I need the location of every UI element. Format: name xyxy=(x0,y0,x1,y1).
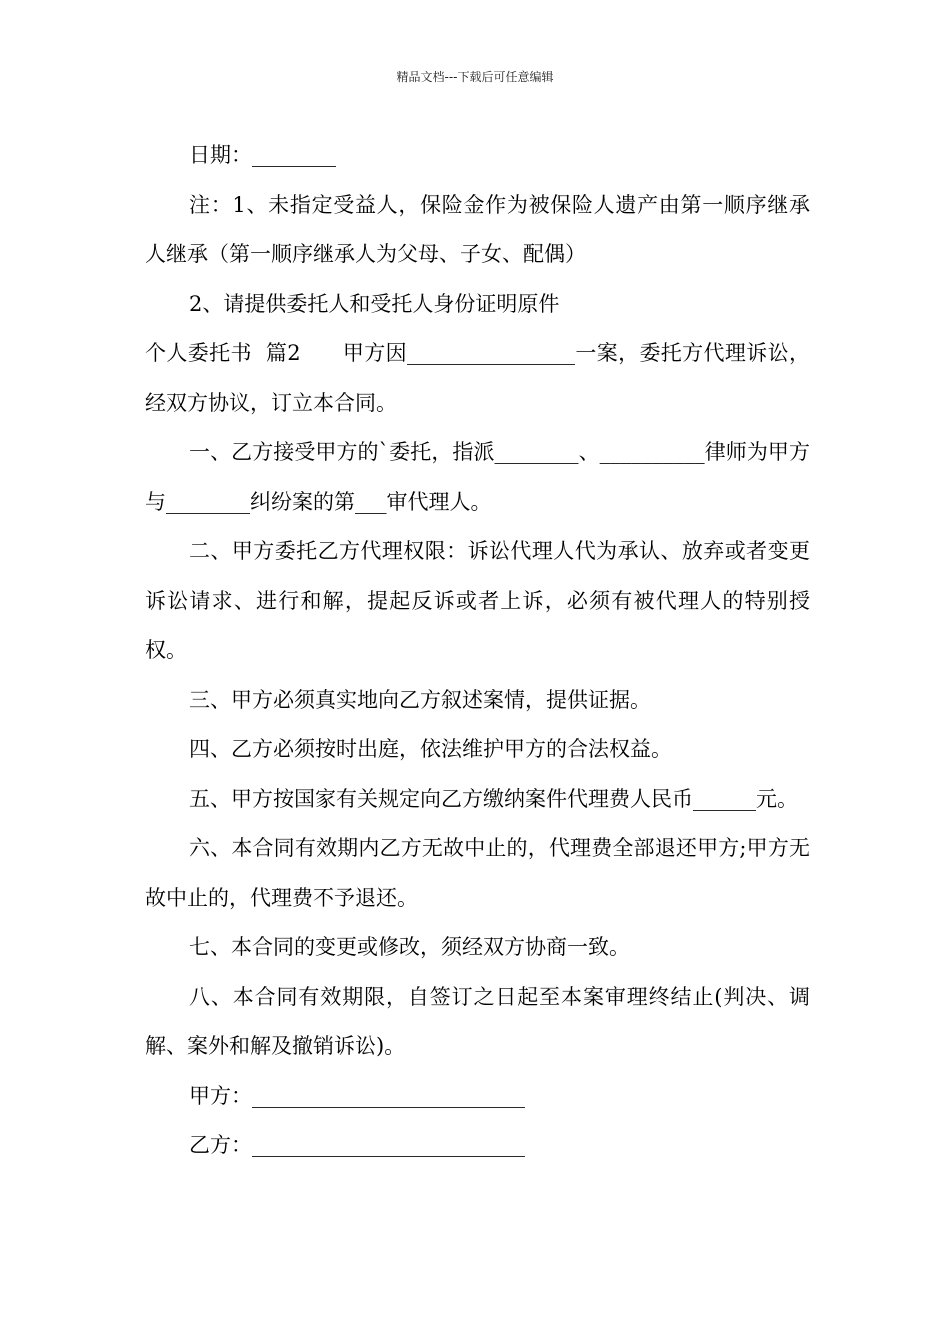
clause-1: 一、乙方接受甲方的`委托，指派________、__________律师为甲方与________纠纷案的第___审代理人。 xyxy=(145,440,810,514)
clause-6: 六、本合同有效期内乙方无故中止的，代理费全部退还甲方;甲方无故中止的，代理费不予退还。 xyxy=(145,836,810,910)
document-title-line: 个人委托书 篇2 甲方因________________一案，委托方代理诉讼，经双方协议，订立本合同。 xyxy=(145,341,810,415)
clause-5: 五、甲方按国家有关规定向乙方缴纳案件代理费人民币______元。 xyxy=(189,786,798,811)
clause-7: 七、本合同的变更或修改，须经双方协商一致。 xyxy=(189,935,630,959)
page-header: 精品文档---下载后可任意编辑 xyxy=(396,70,554,84)
clause-3: 三、甲方必须真实地向乙方叙述案情，提供证据。 xyxy=(189,687,651,712)
party-a-signature-line: 甲方：__________________________ xyxy=(189,1083,525,1108)
document-body xyxy=(145,131,810,1171)
note-paragraph-1: 注：1、未指定受益人，保险金作为被保险人遗产由第一顺序继承人继承（第一顺序继承人为父母、子女、配偶） xyxy=(145,192,810,266)
clause-4: 四、乙方必须按时出庭，依法维护甲方的合法权益。 xyxy=(189,737,672,761)
clause-2: 二、甲方委托乙方代理权限：诉讼代理人代为承认、放弃或者变更诉讼请求、进行和解，提起反诉或者上诉，必须有被代理人的特别授权。 xyxy=(145,539,810,662)
clause-8: 八、本合同有效期限，自签订之日起至本案审理终结止(判决、调解、案外和解及撤销诉讼)。 xyxy=(145,984,810,1058)
note-paragraph-2: 2、请提供委托人和受托人身份证明原件 xyxy=(189,291,560,316)
date-line: 日期：________ xyxy=(189,143,336,167)
party-b-signature-line: 乙方：__________________________ xyxy=(189,1133,525,1157)
